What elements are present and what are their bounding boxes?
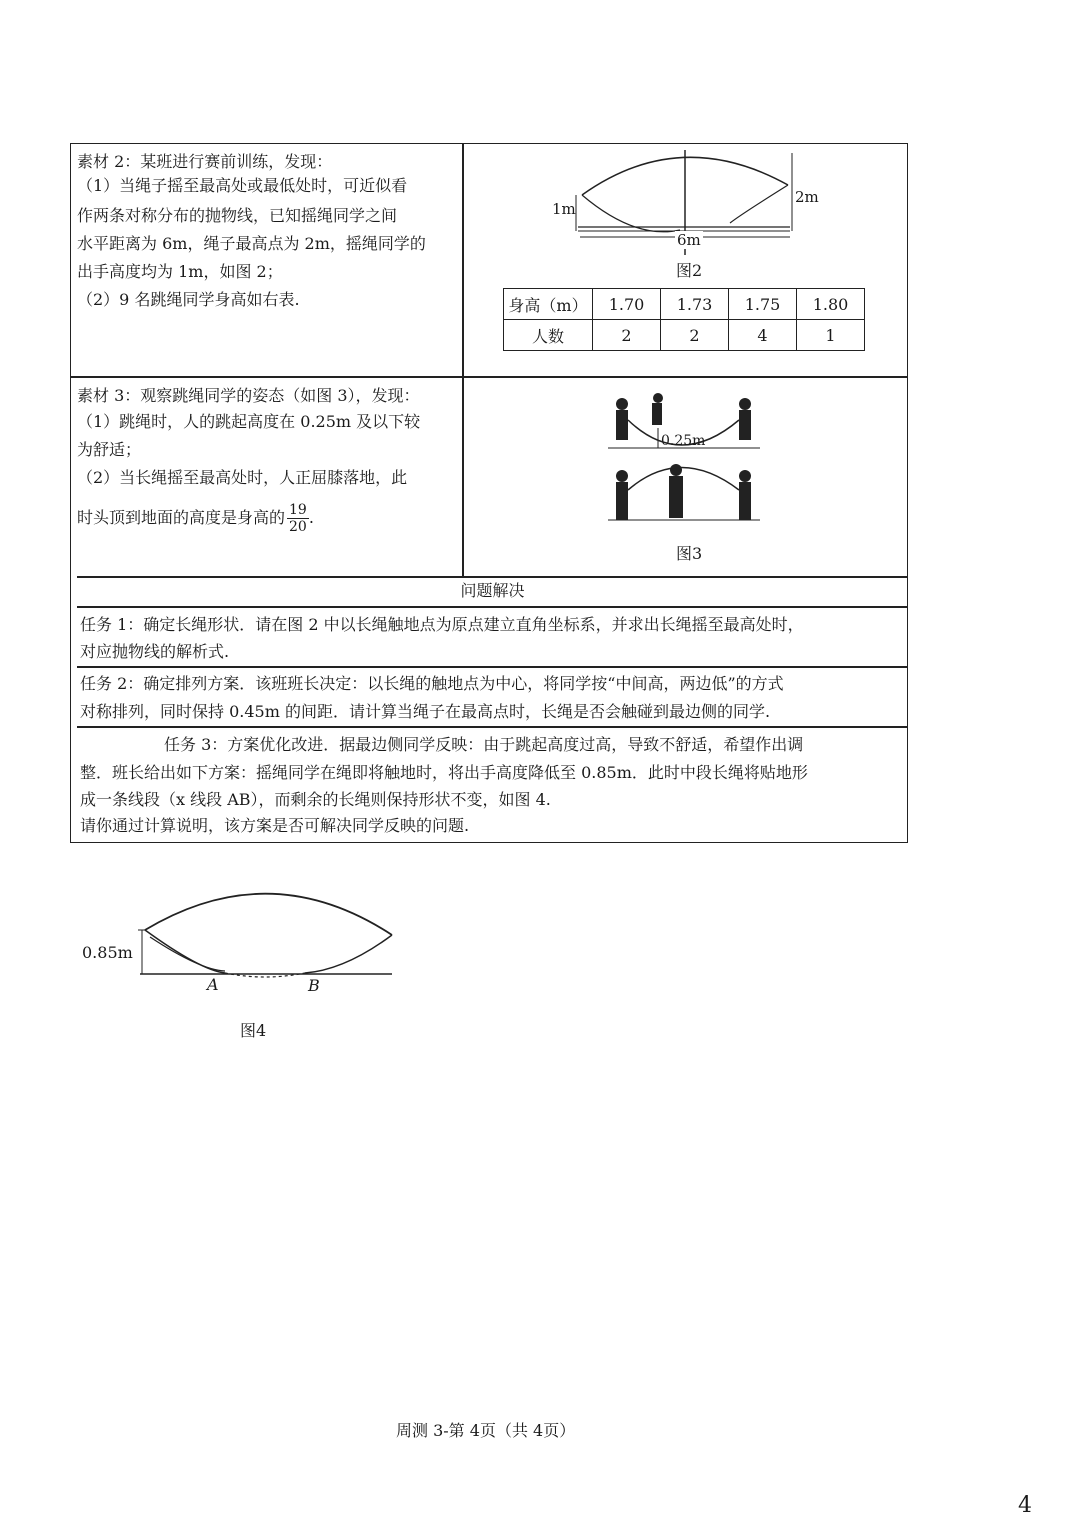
task3-line: 任务 3：方案优化改进．据最边侧同学反映：由于跳起高度过高，导致不舒适，希望作出调	[164, 735, 804, 754]
material3-line: 为舒适；	[77, 440, 142, 459]
material3-line4-text: 时头顶到地面的高度是身高的	[77, 508, 286, 527]
task3-line: 成一条线段（x 线段 AB），而剩余的长绳则保持形状不变，如图 4.	[80, 790, 551, 809]
col-divider	[462, 143, 464, 576]
task3-line: 整．班长给出如下方案：摇绳同学在绳即将触地时，将出手高度降低至 0.85m．此时中段长绳将贴地形	[80, 763, 808, 782]
height-cell: 1.73	[661, 289, 729, 320]
figure2-bottom-label: 6m	[677, 231, 701, 249]
fraction-19-20	[287, 502, 309, 535]
count-cell: 2	[593, 320, 661, 351]
figure3-caption: 图3	[676, 544, 703, 563]
material3-line4-end: .	[308, 508, 314, 527]
figure2-right-label: 2m	[795, 188, 819, 206]
task2-line: 任务 2：确定排列方案．该班班长决定：以长绳的触地点为中心，将同学按“中间高，两边低”的方式	[80, 674, 784, 693]
fraction-denominator: 20	[289, 519, 307, 535]
material2-line: （1）当绳子摇至最高处或最低处时，可近似看	[77, 176, 408, 195]
count-cell: 1	[797, 320, 865, 351]
figure4-diagram	[130, 885, 400, 995]
height-cell: 1.75	[729, 289, 797, 320]
count-cell: 4	[729, 320, 797, 351]
page-footer: 周测 3-第 4页（共 4页）	[396, 1421, 576, 1440]
figure3-diagram	[600, 390, 770, 530]
figure4-caption: 图4	[240, 1021, 267, 1040]
figure2-caption: 图2	[676, 261, 703, 280]
problem-header: 问题解决	[460, 581, 525, 600]
height-cell: 1.80	[797, 289, 865, 320]
page-corner-number: 4	[1018, 1493, 1032, 1518]
figure3-label: 0.25m	[661, 433, 706, 449]
task2-line: 对称排列，同时保持 0.45m 的间距．请计算当绳子在最高点时，长绳是否会触碰到最边侧的同学.	[80, 702, 771, 721]
task1-line: 任务 1：确定长绳形状．请在图 2 中以长绳触地点为原点建立直角坐标系，并求出长绳摇至最高处时，	[80, 615, 804, 634]
material2-line: 作两条对称分布的抛物线，已知摇绳同学之间	[77, 206, 398, 225]
figure4-height-label: 0.85m	[82, 943, 133, 962]
count-cell: 2	[661, 320, 729, 351]
height-cell: 1.70	[593, 289, 661, 320]
material3-line: （2）当长绳摇至最高处时，人正屈膝落地，此	[77, 468, 408, 487]
row-divider	[70, 376, 908, 378]
height-header-cell: 身高（m）	[504, 289, 593, 320]
material3-line	[77, 502, 314, 535]
figure4-point-b: B	[308, 976, 320, 995]
material2-line: （2）9 名跳绳同学身高如右表.	[77, 290, 300, 309]
count-header-cell: 人数	[504, 320, 593, 351]
figure2-left-label: 1m	[552, 200, 576, 218]
fraction-numerator: 19	[289, 502, 307, 518]
task3-line: 请你通过计算说明，该方案是否可解决同学反映的问题.	[80, 816, 470, 835]
material2-line: 水平距离为 6m，绳子最高点为 2m，摇绳同学的	[77, 234, 426, 253]
material3-line: （1）跳绳时，人的跳起高度在 0.25m 及以下较	[77, 412, 421, 431]
height-table	[503, 288, 865, 351]
task1-line: 对应抛物线的解析式.	[80, 642, 230, 661]
figure4-point-a: A	[207, 975, 219, 994]
material2-line: 出手高度均为 1m，如图 2；	[77, 262, 283, 281]
material2-heading: 素材 2：某班进行赛前训练，发现：	[77, 152, 333, 171]
material3-heading: 素材 3：观察跳绳同学的姿态（如图 3），发现：	[77, 386, 420, 405]
